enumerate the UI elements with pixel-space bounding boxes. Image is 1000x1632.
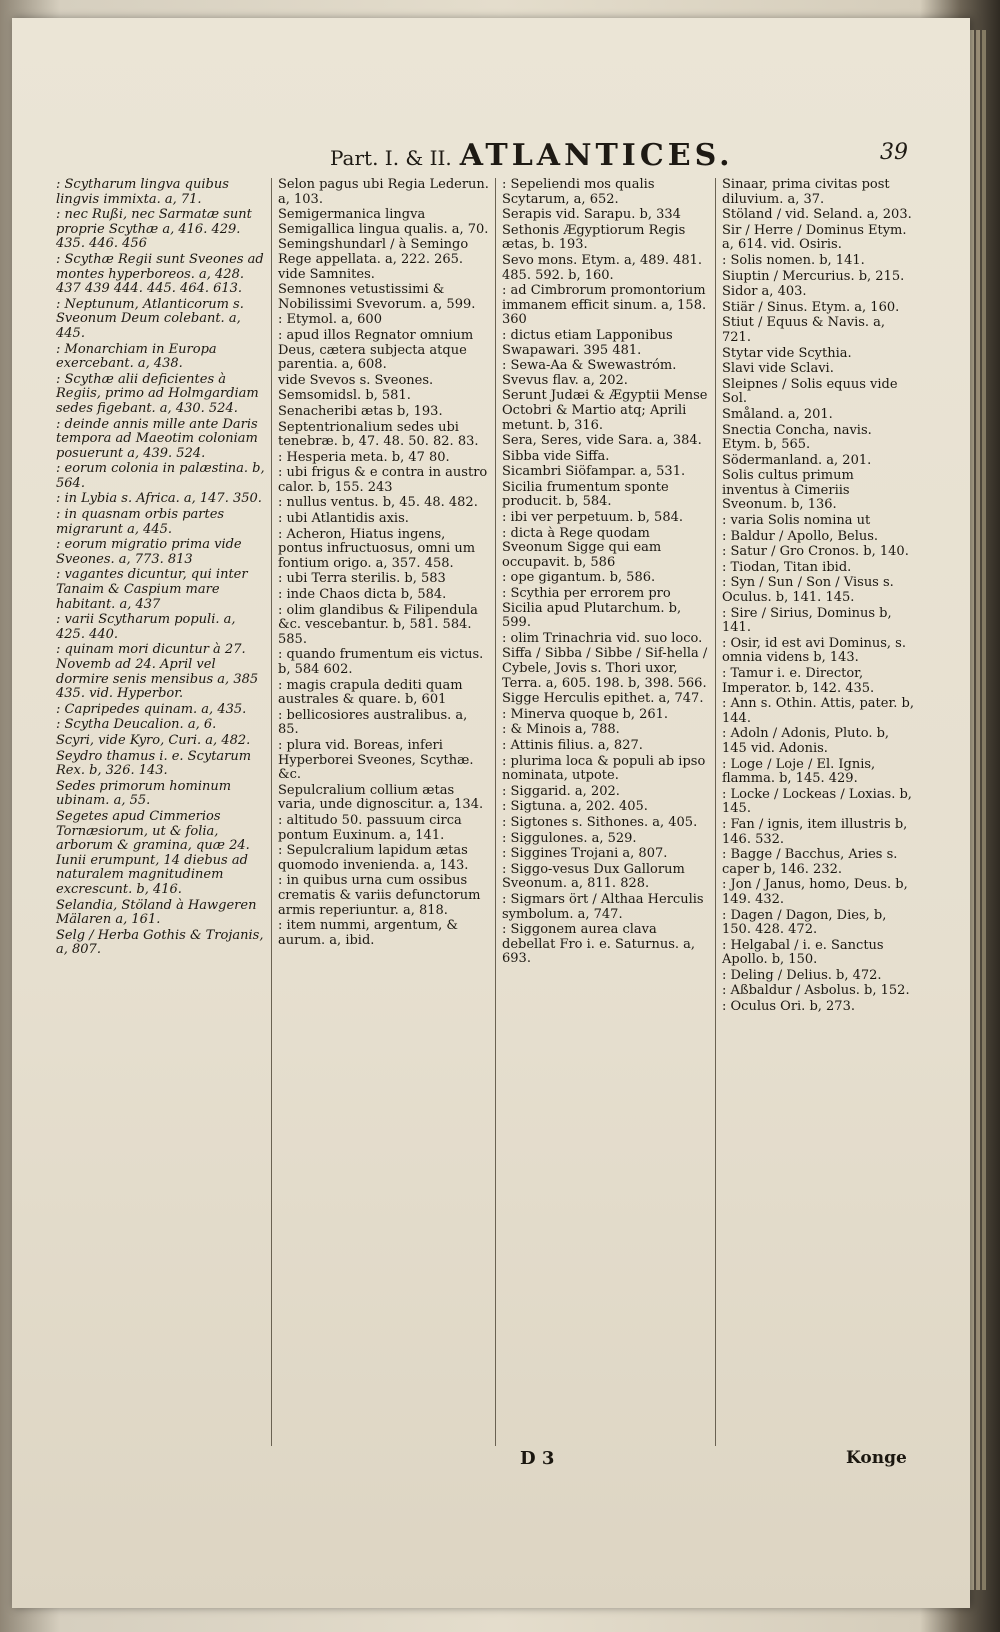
- index-entry: : varii Scytharum populi. a, 425. 440.: [56, 612, 236, 642]
- index-entry: : ubi Terra sterilis. b, 583: [278, 571, 446, 587]
- index-entry: : Satur / Gro Cronos. b, 140.: [722, 544, 909, 560]
- index-entry: Senacheribi ætas b, 193.: [278, 403, 443, 419]
- index-entry: Selg / Herba Gothis & Trojanis, a, 807.: [56, 927, 264, 958]
- index-entry: : Scythæ alii deficientes à Regiis, primo ad Holmgardiam sedes figebant. a, 430. 524.: [56, 371, 259, 416]
- index-entry: : plura vid. Boreas, inferi Hyperborei Sveones, Scythæ. &c.: [278, 737, 474, 783]
- index-entry: : Loge / Loje / El. Ignis, flamma. b, 145. 429.: [722, 756, 876, 787]
- index-entry: : inde Chaos dicta b, 584.: [278, 587, 447, 603]
- index-entry: Seydro thamus i. e. Scytarum Rex. b, 326. 143.: [56, 748, 252, 779]
- index-entry: : in quasnam orbis partes migrarunt a, 445.: [56, 507, 225, 537]
- index-entry: : Capripedes quinam. a, 435.: [56, 701, 247, 717]
- index-entry: : bellicosiores australibus. a, 85.: [278, 707, 468, 738]
- page-edge: [982, 30, 986, 1590]
- index-entry: : Sire / Sirius, Dominus b, 141.: [722, 605, 892, 636]
- index-entry: : nullus ventus. b, 45. 48. 482.: [278, 495, 478, 511]
- index-entry: Sigge Herculis epithet. a, 747.: [502, 691, 704, 707]
- index-entry: : Adoln / Adonis, Pluto. b, 145 vid. Adonis.: [722, 726, 890, 756]
- index-entry: Semnones vetustissimi & Nobilissimi Svevorum. a, 599.: [278, 282, 476, 312]
- index-entry: : Baldur / Apollo, Belus.: [722, 528, 879, 544]
- index-column-4: [716, 178, 920, 1446]
- index-entry: : Ann s. Othin. Attis, pater. b, 144.: [722, 696, 914, 726]
- index-entry: Semsomidsl. b, 581.: [278, 388, 411, 404]
- index-entry: Serunt Judæi & Ægyptii Mense Octobri & Martio atq; Aprili metunt. b, 316.: [502, 388, 708, 433]
- index-entry: : Fan / ignis, item illustris b, 146. 532.: [722, 816, 908, 847]
- index-entry: Solis cultus primum inventus à Cimeriis Sveonum. b, 136.: [722, 468, 854, 513]
- index-entry: Sera, Seres, vide Sara. a, 384.: [502, 433, 702, 449]
- index-column-3: [496, 178, 716, 1446]
- index-entry: : Locke / Lockeas / Loxias. b, 145.: [722, 786, 912, 817]
- index-entry: : quando frumentum eis victus. b, 584 602.: [278, 647, 484, 677]
- index-entry: Småland. a, 201.: [722, 406, 833, 422]
- index-entry: : Sepulcralium lapidum ætas quomodo invenienda. a, 143.: [278, 843, 469, 873]
- page-edge: [970, 30, 974, 1590]
- index-entry: Selon pagus ubi Regia Lederun. a, 103.: [278, 178, 489, 207]
- page-edge: [976, 30, 980, 1590]
- index-entry: Semigermanica lingva Semigallica lingua qualis. a, 70.: [278, 207, 489, 237]
- header-title: ATLANTICES.: [459, 138, 734, 173]
- index-entry: Stiär / Sinus. Etym. a, 160.: [722, 299, 900, 315]
- index-entry: Scyri, vide Kyro, Curi. a, 482.: [56, 732, 251, 748]
- index-entry: : Siggines Trojani a, 807.: [502, 846, 668, 862]
- index-entry: : ubi Atlantidis axis.: [278, 511, 409, 527]
- index-entry: : Jon / Janus, homo, Deus. b, 149. 432.: [722, 877, 908, 907]
- index-entry: : olim Trinachria vid. suo loco.: [502, 630, 703, 646]
- index-entry: : Siggo-vesus Dux Gallorum Sveonum. a, 811. 828.: [502, 861, 685, 892]
- index-entry: : Monarchiam in Europa exercebant. a, 438.: [56, 341, 217, 372]
- index-columns: [50, 178, 920, 1446]
- index-entry: Stytar vide Scythia.: [722, 345, 852, 361]
- index-entry: Sedes primorum hominum ubinam. a, 55.: [56, 778, 232, 809]
- index-entry: : ope gigantum. b, 586.: [502, 570, 656, 586]
- index-entry: : magis crapula dediti quam australes & quare. b, 601: [278, 677, 463, 708]
- index-entry: Segetes apud Cimmerios Tornæsiorum, ut & folia, arborum & gramina, quæ 24. Iunii erumpunt, 14 diebus ad naturalem magnitudinem excrescunt. b, 416.: [56, 808, 250, 897]
- index-entry: Sibba vide Siffa.: [502, 448, 610, 464]
- index-column-1: [50, 178, 272, 1446]
- index-column-2: [272, 178, 496, 1446]
- index-entry: : Aßbaldur / Asbolus. b, 152.: [722, 983, 910, 999]
- index-entry: : Osir, id est avi Dominus, s. omnia videns b, 143.: [722, 635, 906, 666]
- index-entry: : Sigmars ört / Althaa Herculis symbolum. a, 747.: [502, 891, 704, 922]
- signature-mark: D 3: [520, 1448, 555, 1469]
- running-header: [330, 138, 890, 178]
- index-entry: Sepulcralium collium ætas varia, unde dignoscitur. a, 134.: [278, 782, 484, 813]
- index-entry: : quinam mori dicuntur à 27. Novemb ad 24. April vel dormire senis mensibus a, 385 435. vid. Hyperbor.: [56, 642, 259, 702]
- index-entry: : Siggarid. a, 202.: [502, 783, 620, 799]
- index-entry: Serapis vid. Sarapu. b, 334: [502, 207, 681, 223]
- index-entry: : Solis nomen. b, 141.: [722, 252, 865, 268]
- index-entry: : Scythia per errorem pro Sicilia apud Plutarchum. b, 599.: [502, 586, 682, 631]
- index-entry: : Hesperia meta. b, 47 80.: [278, 449, 450, 465]
- index-entry: : ubi frigus & e contra in austro calor. b, 155. 243: [278, 465, 488, 495]
- index-entry: : ad Cimbrorum promontorium immanem efficit sinum. a, 158. 360: [502, 283, 707, 328]
- index-entry: Sinaar, prima civitas post diluvium. a, 37.: [722, 178, 890, 207]
- index-entry: : Siggulones. a, 529.: [502, 830, 637, 846]
- index-entry: Sicilia frumentum sponte producit. b, 584.: [502, 479, 669, 510]
- index-entry: : nec Rußi, nec Sarmatæ sunt proprie Scythæ a, 416. 429. 435. 446. 456: [56, 207, 252, 252]
- index-entry: vide Svevos s. Sveones.: [278, 372, 434, 388]
- index-entry: Stiut / Equus & Navis. a, 721.: [722, 315, 886, 345]
- index-entry: Sevo mons. Etym. a, 489. 481. 485. 592. b, 160.: [502, 252, 703, 283]
- index-entry: : eorum migratio prima vide Sveones. a, 773. 813: [56, 537, 242, 567]
- index-entry: Södermanland. a, 201.: [722, 452, 872, 468]
- index-entry: : plurima loca & populi ab ipso nominata, utpote.: [502, 753, 706, 784]
- index-entry: Sidor a, 403.: [722, 284, 807, 300]
- index-entry: : Sigtuna. a, 202. 405.: [502, 799, 648, 815]
- index-entry: Sir / Herre / Dominus Etym. a, 614. vid. Osiris.: [722, 222, 907, 253]
- index-entry: : Minerva quoque b, 261.: [502, 706, 669, 722]
- index-entry: : Dagen / Dagon, Dies, b, 150. 428. 472.: [722, 907, 887, 938]
- index-entry: Sicambri Siöfampar. a, 531.: [502, 464, 686, 480]
- index-entry: : eorum colonia in palæstina. b, 564.: [56, 461, 265, 491]
- index-entry: : Etymol. a, 600: [278, 312, 382, 328]
- index-entry: Stöland / vid. Seland. a, 203.: [722, 207, 912, 223]
- index-entry: : dictus etiam Lapponibus Swapawari. 395 481.: [502, 327, 673, 358]
- index-entry: : apud illos Regnator omnium Deus, cætera subjecta atque parentia. a, 608.: [278, 327, 474, 373]
- index-entry: Semingshundarl / à Semingo Rege appellata. a, 222. 265. vide Samnites.: [278, 237, 469, 282]
- index-entry: : Acheron, Hiatus ingens, pontus infructuosus, omni um fontium origo. a, 357. 458.: [278, 526, 476, 571]
- index-entry: : Tamur i. e. Director, Imperator. b, 142. 435.: [722, 666, 875, 696]
- index-entry: Selandia, Stöland à Hawgeren Mälaren a, 161.: [56, 897, 257, 928]
- index-entry: Siuptin / Mercurius. b, 215.: [722, 268, 905, 284]
- index-entry: : item nummi, argentum, & aurum. a, ibid.: [278, 918, 458, 948]
- index-entry: : Sepeliendi mos qualis Scytarum, a, 652.: [502, 178, 655, 207]
- index-entry: Snectia Concha, navis. Etym. b, 565.: [722, 422, 872, 453]
- index-entry: : Oculus Ori. b, 273.: [722, 999, 855, 1015]
- index-entry: : Sewa-Aa & Swewastróm. Svevus flav. a, 202.: [502, 358, 677, 388]
- index-entry: : Siggonem aurea clava debellat Fro i. e. Saturnus. a, 693.: [502, 922, 696, 967]
- header-part: Part. I. & II.: [330, 146, 452, 170]
- index-entry: : deinde annis mille ante Daris tempora ad Maeotim coloniam posuerunt a, 439. 524.: [56, 416, 258, 461]
- index-entry: Septentrionalium sedes ubi tenebræ. b, 47. 48. 50. 82. 83.: [278, 419, 479, 450]
- index-entry: : Scythæ Regii sunt Sveones ad montes hyperboreos. a, 428. 437 439 444. 445. 464. 613.: [56, 251, 264, 297]
- index-entry: Sleipnes / Solis equus vide Sol.: [722, 376, 898, 407]
- index-entry: : Scytharum lingva quibus lingvis immixta. a, 71.: [56, 178, 229, 207]
- index-entry: Slavi vide Sclavi.: [722, 361, 834, 377]
- index-entry: : Attinis filius. a, 827.: [502, 737, 643, 753]
- index-entry: : Neptunum, Atlanticorum s. Sveonum Deum colebant. a, 445.: [56, 296, 244, 341]
- index-entry: : Scytha Deucalion. a, 6.: [56, 717, 217, 733]
- index-entry: : varia Solis nomina ut: [722, 513, 871, 529]
- index-entry: : & Minois a, 788.: [502, 722, 620, 738]
- catchword: Konge: [846, 1448, 907, 1468]
- index-entry: : olim glandibus & Filipendula &c. vescebantur. b, 581. 584. 585.: [278, 602, 478, 647]
- index-entry: : Tiodan, Titan ibid.: [722, 559, 852, 575]
- index-entry: Siffa / Sibba / Sibbe / Sif-hella / Cybele, Jovis s. Thori uxor, Terra. a, 605. 198. b, 398. 566.: [502, 646, 708, 691]
- index-entry: : Bagge / Bacchus, Aries s. caper b, 146. 232.: [722, 847, 898, 877]
- index-entry: : vagantes dicuntur, qui inter Tanaim & Caspium mare habitant. a, 437: [56, 567, 248, 612]
- index-entry: : in quibus urna cum ossibus crematis & variis defunctorum armis reperiuntur. a, 818.: [278, 873, 481, 918]
- index-entry: : altitudo 50. passuum circa pontum Euxinum. a, 141.: [278, 812, 462, 843]
- index-entry: : Helgabal / i. e. Sanctus Apollo. b, 150.: [722, 937, 884, 968]
- index-entry: : Syn / Sun / Son / Visus s. Oculus. b, 141. 145.: [722, 575, 894, 606]
- index-entry: Sethonis Ægyptiorum Regis ætas, b. 193.: [502, 222, 686, 253]
- index-entry: : in Lybia s. Africa. a, 147. 350.: [56, 491, 262, 507]
- index-entry: : ibi ver perpetuum. b, 584.: [502, 510, 684, 526]
- index-entry: : dicta à Rege quodam Sveonum Sigge qui eam occupavit. b, 586: [502, 525, 662, 570]
- index-entry: : Sigtones s. Sithones. a, 405.: [502, 814, 698, 830]
- index-entry: : Deling / Delius. b, 472.: [722, 967, 882, 983]
- page-number: 39: [880, 140, 908, 165]
